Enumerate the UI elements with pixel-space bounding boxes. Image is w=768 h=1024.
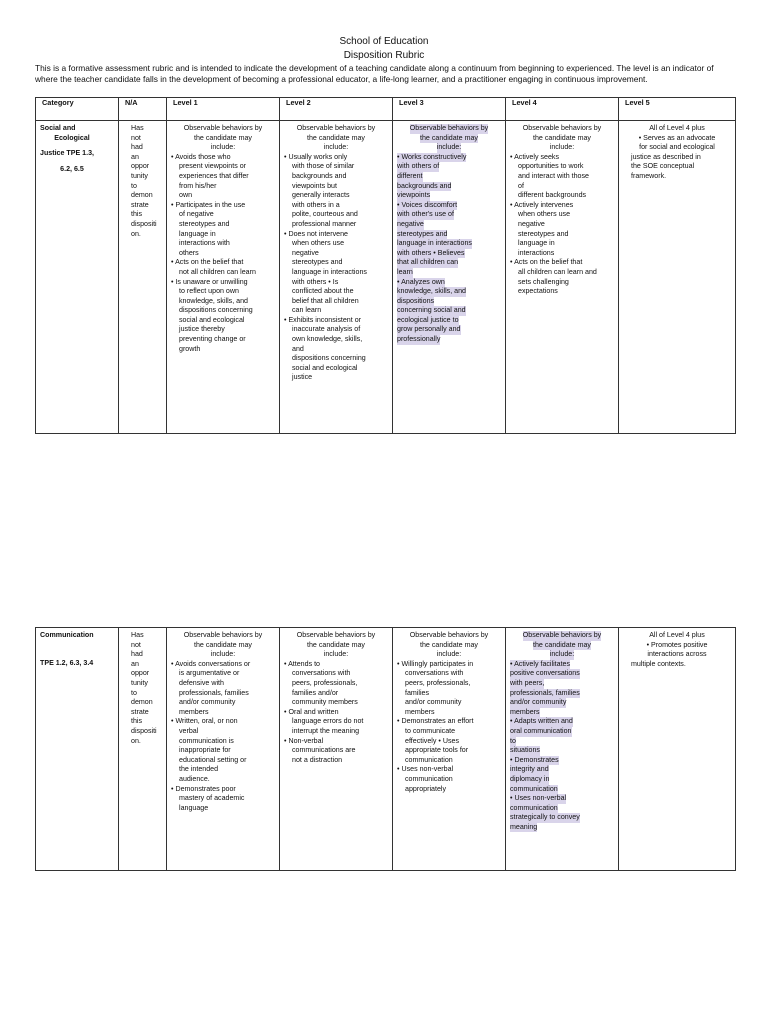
behavior-line: verbal bbox=[179, 726, 199, 735]
level-2-cell bbox=[280, 121, 393, 434]
rubric-table-communication bbox=[35, 627, 736, 871]
behavior-line: grow personally and bbox=[397, 325, 461, 334]
behavior-line: • Avoids conversations or bbox=[171, 659, 251, 668]
behavior-line: preventing change or bbox=[179, 335, 246, 344]
cell-intro-line: All of Level 4 plus bbox=[649, 124, 705, 132]
behavior-line: • Uses non-verbal bbox=[510, 794, 567, 803]
behavior-line: stereotypes and bbox=[397, 229, 448, 238]
behavior-line: mastery of academic bbox=[179, 794, 245, 803]
cell-intro-line: • Serves as an advocate bbox=[638, 133, 716, 142]
behavior-line: situations bbox=[510, 746, 540, 755]
behavior-line: the SOE conceptual bbox=[631, 162, 695, 171]
cell-intro-line: Observable behaviors by bbox=[409, 631, 489, 639]
behavior-line: of negative bbox=[179, 210, 214, 219]
cell-intro-line: the candidate may bbox=[194, 133, 252, 142]
behavior-line: • Written, oral, or non bbox=[171, 717, 238, 726]
behavior-line: interactions with bbox=[179, 239, 230, 248]
cell-intro-line: Observable behaviors by bbox=[183, 631, 263, 639]
level-5-cell bbox=[619, 628, 736, 871]
behavior-line: • Voices discomfort bbox=[397, 200, 458, 209]
na-text-line: dispositi bbox=[131, 726, 157, 735]
behavior-line: communication bbox=[510, 784, 558, 793]
behavior-line: and/or community bbox=[405, 698, 462, 707]
behavior-line: appropriate tools for bbox=[405, 746, 469, 755]
na-text-line: strate bbox=[131, 707, 149, 716]
behavior-line: different backgrounds bbox=[518, 191, 587, 200]
behavior-line: to bbox=[510, 736, 516, 745]
na-text-line: Has bbox=[131, 631, 144, 639]
behavior-line: own bbox=[179, 191, 193, 200]
behavior-line: members bbox=[405, 707, 435, 716]
level-5-cell bbox=[619, 121, 736, 434]
level-3-cell bbox=[393, 628, 506, 871]
behavior-line: own knowledge, skills, bbox=[292, 335, 363, 344]
behavior-line: with those of similar bbox=[292, 162, 355, 171]
behavior-line: justice thereby bbox=[179, 325, 225, 334]
na-text-line: Has bbox=[131, 124, 144, 132]
behavior-line: inappropriate for bbox=[179, 746, 231, 755]
behavior-line: • Demonstrates bbox=[510, 755, 559, 764]
behavior-line: conflicted about the bbox=[292, 287, 354, 296]
behavior-line: communication bbox=[405, 755, 453, 764]
behavior-line: language in interactions bbox=[397, 239, 472, 248]
behavior-line: generally interacts bbox=[292, 191, 350, 200]
behavior-line: present viewpoints or bbox=[179, 162, 247, 171]
na-text-line: tunity bbox=[131, 678, 148, 687]
behavior-line: peers, professionals, bbox=[405, 678, 471, 687]
behavior-line: the intended bbox=[179, 765, 219, 774]
behavior-line: viewpoints bbox=[397, 191, 431, 200]
cell-intro-line: All of Level 4 plus bbox=[649, 631, 705, 639]
na-text-line: dispositi bbox=[131, 219, 157, 228]
cell-intro-line: include: bbox=[323, 143, 349, 152]
behavior-line: negative bbox=[397, 219, 424, 228]
behavior-line: when others use bbox=[292, 239, 345, 248]
category-name-line: Communication bbox=[40, 631, 94, 639]
behavior-line: dispositions concerning bbox=[179, 306, 253, 315]
behavior-line: with other's use of bbox=[397, 210, 454, 219]
cell-intro-line: Observable behaviors by bbox=[409, 124, 489, 132]
behavior-line: learn bbox=[397, 267, 413, 276]
category-cell bbox=[36, 121, 119, 434]
behavior-line: professionals, families bbox=[510, 688, 580, 697]
behavior-line: backgrounds and bbox=[397, 181, 452, 190]
behavior-line: from his/her bbox=[179, 181, 217, 190]
level-1-cell bbox=[167, 121, 280, 434]
behavior-line: • Non-verbal bbox=[284, 736, 324, 745]
intro-paragraph: This is a formative assessment rubric and is intended to indicate the development of a teaching candidate along a continuum from beginning to experienced. The level is an indicator of where the teacher candidate falls in the development of becoming a professional educator, a life-long learner, and a practitioner engaging in continuous improvement. bbox=[35, 63, 714, 84]
cell-intro-line: include: bbox=[210, 650, 236, 659]
behavior-line: and/or community bbox=[510, 698, 567, 707]
behavior-line: audience. bbox=[179, 774, 210, 783]
behavior-line: communication is bbox=[179, 736, 234, 745]
behavior-line: • Actively intervenes bbox=[510, 200, 574, 209]
behavior-line: all children can learn and bbox=[518, 267, 597, 276]
behavior-line: others bbox=[179, 248, 199, 257]
behavior-line: and bbox=[292, 344, 304, 353]
header-level-3: Level 3 bbox=[393, 98, 506, 121]
cell-intro-line: include: bbox=[323, 650, 349, 659]
na-text-line: demon bbox=[131, 191, 153, 200]
behavior-line: • Analyzes own bbox=[397, 277, 445, 286]
cell-intro-line: Observable behaviors by bbox=[296, 631, 376, 639]
behavior-line: families bbox=[405, 688, 430, 697]
behavior-line: members bbox=[179, 707, 209, 716]
behavior-line: • Attends to bbox=[284, 659, 321, 668]
behavior-line: backgrounds and bbox=[292, 171, 347, 180]
header-category: Category bbox=[36, 98, 119, 121]
rubric-row-communication bbox=[36, 628, 736, 871]
cell-intro-line: the candidate may bbox=[307, 640, 365, 649]
cell-intro-line: • Promotes positive bbox=[646, 640, 708, 649]
behavior-line: when others use bbox=[518, 210, 571, 219]
behavior-line: dispositions concerning bbox=[292, 354, 366, 363]
cell-intro-line: include: bbox=[549, 650, 575, 659]
cell-intro-line: the candidate may bbox=[420, 133, 478, 142]
behavior-line: • Adapts written and bbox=[510, 717, 573, 726]
na-cell bbox=[119, 628, 167, 871]
header-level-5: Level 5 bbox=[619, 98, 736, 121]
cell-intro-line: include: bbox=[436, 143, 462, 152]
level-1-cell bbox=[167, 628, 280, 871]
behavior-line: expectations bbox=[518, 287, 558, 296]
behavior-line: and interact with those bbox=[518, 171, 589, 180]
behavior-line: inaccurate analysis of bbox=[292, 325, 361, 334]
na-text-line: had bbox=[131, 650, 143, 659]
na-text-line: oppor bbox=[131, 669, 150, 678]
behavior-line: language errors do not bbox=[292, 717, 364, 726]
category-name-line: Ecological bbox=[54, 133, 90, 142]
na-text-line: demon bbox=[131, 698, 153, 707]
behavior-line: professionally bbox=[397, 335, 441, 344]
behavior-line: language in interactions bbox=[292, 267, 367, 276]
cell-intro-line: the candidate may bbox=[307, 133, 365, 142]
behavior-line: diplomacy in bbox=[510, 774, 550, 783]
na-text-line: on. bbox=[131, 736, 141, 745]
behavior-line: ecological justice to bbox=[397, 315, 459, 324]
behavior-line: appropriately bbox=[405, 784, 447, 793]
behavior-line: with others in a bbox=[292, 200, 340, 209]
behavior-line: • Acts on the belief that bbox=[171, 258, 244, 267]
behavior-line: stereotypes and bbox=[518, 229, 569, 238]
behavior-line: professionals, families bbox=[179, 688, 249, 697]
behavior-line: to reflect upon own bbox=[179, 287, 239, 296]
behavior-line: language in bbox=[179, 229, 216, 238]
behavior-line: • Avoids those who bbox=[171, 152, 231, 161]
na-text-line: an bbox=[131, 152, 139, 161]
behavior-line: families and/or bbox=[292, 688, 339, 697]
behavior-line: stereotypes and bbox=[292, 258, 343, 267]
na-text-line: oppor bbox=[131, 162, 150, 171]
na-text-line: this bbox=[131, 210, 143, 219]
behavior-line: • Oral and written bbox=[284, 707, 339, 716]
behavior-line: with others of bbox=[397, 162, 440, 171]
header-level-1: Level 1 bbox=[167, 98, 280, 121]
behavior-line: • Does not intervene bbox=[284, 229, 348, 238]
behavior-line: conversations with bbox=[292, 669, 351, 678]
na-cell bbox=[119, 121, 167, 434]
rubric-table-social bbox=[35, 97, 736, 434]
na-text-line: to bbox=[131, 688, 137, 697]
behavior-line: effectively • Uses bbox=[405, 736, 459, 745]
behavior-line: professional manner bbox=[292, 219, 357, 228]
cell-intro-line: include: bbox=[549, 143, 575, 152]
cell-intro-line: include: bbox=[436, 650, 462, 659]
cell-intro-line: the candidate may bbox=[420, 640, 478, 649]
behavior-line: educational setting or bbox=[179, 755, 247, 764]
behavior-line: • Actively facilitates bbox=[510, 659, 571, 668]
behavior-line: language in bbox=[518, 239, 555, 248]
behavior-line: different bbox=[397, 171, 423, 180]
behavior-line: conversations with bbox=[405, 669, 464, 678]
behavior-line: justice bbox=[292, 373, 313, 382]
na-text-line: tunity bbox=[131, 171, 148, 180]
document-subtitle: Disposition Rubric bbox=[343, 50, 425, 61]
behavior-line: • Is unaware or unwilling bbox=[171, 277, 248, 286]
behavior-line: dispositions bbox=[397, 296, 435, 305]
behavior-line: negative bbox=[518, 219, 545, 228]
behavior-line: meaning bbox=[510, 822, 538, 831]
behavior-line: growth bbox=[179, 344, 201, 353]
na-text-line: this bbox=[131, 717, 143, 726]
category-tpe-line: TPE 1.2, 6.3, 3.4 bbox=[40, 658, 94, 667]
behavior-line: strategically to convey bbox=[510, 813, 580, 822]
behavior-line: integrity and bbox=[510, 765, 549, 774]
behavior-line: stereotypes and bbox=[179, 219, 230, 228]
behavior-line: of bbox=[518, 181, 524, 190]
cell-intro-line: Observable behaviors by bbox=[296, 124, 376, 132]
behavior-line: communication bbox=[405, 774, 453, 783]
behavior-line: interactions bbox=[518, 248, 555, 257]
na-text-line: had bbox=[131, 143, 143, 152]
na-text-line: strate bbox=[131, 200, 149, 209]
behavior-line: with peers, bbox=[510, 678, 545, 687]
na-text-line: an bbox=[131, 659, 139, 668]
cell-intro-line: the candidate may bbox=[194, 640, 252, 649]
behavior-line: oral communication bbox=[510, 726, 572, 735]
behavior-line: social and ecological bbox=[179, 315, 245, 324]
behavior-line: experiences that differ bbox=[179, 171, 249, 180]
behavior-line: with others • Is bbox=[292, 277, 339, 286]
cell-intro-line: Observable behaviors by bbox=[522, 631, 602, 639]
behavior-line: that all children can bbox=[397, 258, 459, 267]
cell-intro-line: the candidate may bbox=[533, 640, 591, 649]
behavior-line: knowledge, skills, and bbox=[179, 296, 249, 305]
behavior-line: can learn bbox=[292, 306, 322, 315]
behavior-line: communications are bbox=[292, 746, 356, 755]
header-level-2: Level 2 bbox=[280, 98, 393, 121]
na-text-line: not bbox=[131, 640, 141, 649]
category-cell bbox=[36, 628, 119, 871]
cell-intro-line: interactions across bbox=[647, 650, 707, 659]
behavior-line: communication bbox=[510, 803, 558, 812]
behavior-line: members bbox=[510, 707, 540, 716]
category-tpe-line: Justice TPE 1.3, bbox=[40, 149, 95, 158]
behavior-line: • Usually works only bbox=[284, 152, 348, 161]
behavior-line: belief that all children bbox=[292, 296, 359, 305]
level-4-cell bbox=[506, 628, 619, 871]
cell-intro-line: Observable behaviors by bbox=[183, 124, 263, 132]
behavior-line: • Willingly participates in bbox=[397, 659, 474, 668]
behavior-line: • Demonstrates an effort bbox=[397, 717, 474, 726]
behavior-line: is argumentative or bbox=[179, 669, 240, 678]
category-name-line: Social and bbox=[40, 124, 76, 132]
behavior-line: • Works constructively bbox=[397, 152, 467, 161]
cell-intro-line: for social and ecological bbox=[639, 143, 715, 152]
behavior-line: • Actively seeks bbox=[510, 152, 560, 161]
behavior-line: knowledge, skills, and bbox=[397, 287, 467, 296]
na-text-line: not bbox=[131, 133, 141, 142]
behavior-line: • Demonstrates poor bbox=[171, 784, 236, 793]
behavior-line: community members bbox=[292, 698, 358, 707]
behavior-line: • Acts on the belief that bbox=[510, 258, 583, 267]
behavior-line: multiple contexts. bbox=[631, 659, 686, 668]
behavior-line: to communicate bbox=[405, 726, 456, 735]
behavior-line: polite, courteous and bbox=[292, 210, 358, 219]
behavior-line: • Uses non-verbal bbox=[397, 765, 454, 774]
header-na: N/A bbox=[119, 98, 167, 121]
behavior-line: peers, professionals, bbox=[292, 678, 358, 687]
header-level-4: Level 4 bbox=[506, 98, 619, 121]
behavior-line: not a distraction bbox=[292, 755, 343, 764]
behavior-line: justice as described in bbox=[631, 152, 701, 161]
level-3-cell bbox=[393, 121, 506, 434]
behavior-line: with others • Believes bbox=[397, 248, 465, 257]
behavior-line: language bbox=[179, 803, 209, 812]
category-tpe-line: 6.2, 6.5 bbox=[60, 164, 84, 173]
na-text-line: to bbox=[131, 181, 137, 190]
behavior-line: positive conversations bbox=[510, 669, 580, 678]
na-text-line: on. bbox=[131, 229, 141, 238]
behavior-line: • Participates in the use bbox=[171, 200, 246, 209]
behavior-line: framework. bbox=[631, 171, 667, 180]
cell-intro-line: Observable behaviors by bbox=[522, 124, 602, 132]
level-4-cell bbox=[506, 121, 619, 434]
behavior-line: social and ecological bbox=[292, 363, 358, 372]
level-2-cell bbox=[280, 628, 393, 871]
behavior-line: opportunities to work bbox=[518, 162, 584, 171]
behavior-line: and/or community bbox=[179, 698, 236, 707]
behavior-line: • Exhibits inconsistent or bbox=[284, 315, 362, 324]
behavior-line: not all children can learn bbox=[179, 267, 256, 276]
behavior-line: sets challenging bbox=[518, 277, 569, 286]
behavior-line: defensive with bbox=[179, 678, 224, 687]
cell-intro-line: include: bbox=[210, 143, 236, 152]
rubric-row-social-justice bbox=[36, 121, 736, 434]
cell-intro-line: the candidate may bbox=[533, 133, 591, 142]
behavior-line: negative bbox=[292, 248, 319, 257]
behavior-line: viewpoints but bbox=[292, 181, 337, 190]
document-title: School of Education bbox=[339, 36, 429, 47]
behavior-line: concerning social and bbox=[397, 306, 466, 315]
behavior-line: interrupt the meaning bbox=[292, 726, 360, 735]
header-row bbox=[36, 98, 736, 121]
